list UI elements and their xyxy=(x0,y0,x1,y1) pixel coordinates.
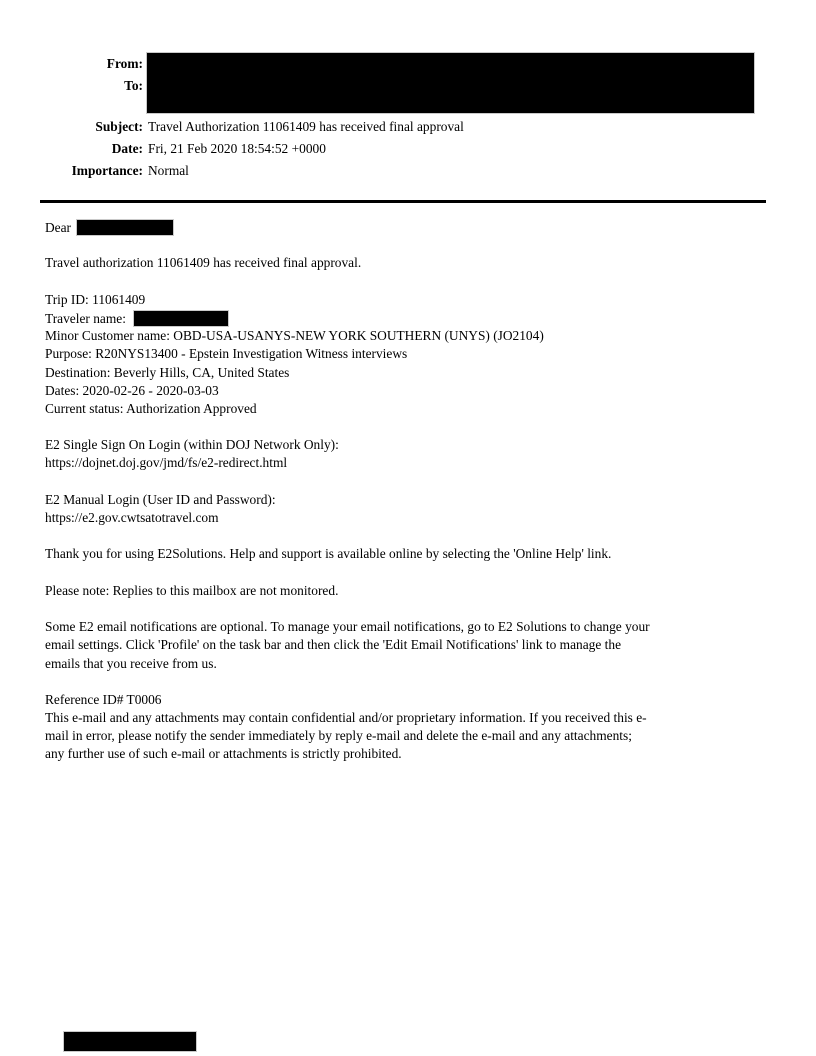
note-line-text: Please note: Replies to this mailbox are not monitored. xyxy=(45,582,339,598)
disclaimer-line-1-text: This e-mail and any attachments may contain confidential and/or proprietary information. If you received this e- xyxy=(45,710,647,726)
thanks-line xyxy=(45,545,785,563)
subject-label: Subject: xyxy=(95,119,143,134)
reference-id-line xyxy=(45,691,785,709)
header-row-date xyxy=(0,140,816,158)
traveler-name-line xyxy=(45,309,785,327)
notifications-line-1-text: Some E2 email notifications are optional. To manage your email notifications, go to E2 Solutions to change your xyxy=(45,619,650,635)
sso-login-url-text[interactable]: https://dojnet.doj.gov/jmd/fs/e2-redirect.html xyxy=(45,455,288,471)
note-line xyxy=(45,582,785,600)
manual-login-url[interactable] xyxy=(45,509,785,527)
minor-customer-line-text: Minor Customer name: OBD-USA-USANYS-NEW YORK SOUTHERN (UNYS) (JO2104) xyxy=(45,328,544,344)
current-status-line xyxy=(45,400,785,418)
current-status-line-text: Current status: Authorization Approved xyxy=(45,400,257,416)
disclaimer-line-2 xyxy=(45,727,785,745)
blank-line xyxy=(45,673,785,691)
header-row-importance xyxy=(0,162,816,180)
trip-id-line xyxy=(45,291,785,309)
blank-line xyxy=(45,273,785,291)
approval-line xyxy=(45,254,785,272)
disclaimer-line-3-text: any further use of such e-mail or attachments is strictly prohibited. xyxy=(45,746,402,762)
sso-login-heading xyxy=(45,436,785,454)
blank-line xyxy=(45,527,785,545)
salutation-redaction-box xyxy=(76,219,174,236)
traveler-name-redaction-box xyxy=(133,310,229,327)
approval-line-text: Travel authorization 11061409 has received final approval. xyxy=(45,255,362,271)
purpose-line-text: Purpose: R20NYS13400 - Epstein Investigation Witness interviews xyxy=(45,346,408,362)
importance-value: Normal xyxy=(148,163,189,178)
subject-value: Travel Authorization 11061409 has received final approval xyxy=(148,119,464,134)
dates-line-text: Dates: 2020-02-26 - 2020-03-03 xyxy=(45,382,219,398)
from-to-redaction-box xyxy=(146,52,755,114)
dates-line xyxy=(45,382,785,400)
salutation-line-text: Dear xyxy=(45,220,72,235)
email-body xyxy=(45,218,785,764)
blank-line xyxy=(45,473,785,491)
purpose-line xyxy=(45,345,785,363)
header-row-subject xyxy=(0,118,816,136)
manual-login-heading xyxy=(45,491,785,509)
thanks-line-text: Thank you for using E2Solutions. Help and support is available online by selecting the 'Online Help' link. xyxy=(45,546,612,562)
from-label: From: xyxy=(106,56,143,71)
notifications-line-3 xyxy=(45,655,785,673)
to-label: To: xyxy=(124,78,143,93)
blank-line xyxy=(45,600,785,618)
importance-label: Importance: xyxy=(71,163,143,178)
sso-login-heading-text: E2 Single Sign On Login (within DOJ Network Only): xyxy=(45,437,339,453)
notifications-line-3-text: emails that you receive from us. xyxy=(45,655,217,671)
disclaimer-line-1 xyxy=(45,709,785,727)
notifications-line-1 xyxy=(45,618,785,636)
traveler-name-line-text: Traveler name: xyxy=(45,310,126,326)
notifications-line-2-text: email settings. Click 'Profile' on the task bar and then click the 'Edit Email Notifications' link to manage the xyxy=(45,637,622,653)
date-label: Date: xyxy=(111,141,143,156)
blank-line xyxy=(45,418,785,436)
disclaimer-line-2-text: mail in error, please notify the sender immediately by reply e-mail and delete the e-mail and any attachments; xyxy=(45,728,632,744)
manual-login-heading-text: E2 Manual Login (User ID and Password): xyxy=(45,491,276,507)
date-value: Fri, 21 Feb 2020 18:54:52 +0000 xyxy=(148,141,326,156)
header-divider-rule xyxy=(40,200,766,203)
salutation-line xyxy=(45,218,785,236)
disclaimer-line-3 xyxy=(45,745,785,763)
sso-login-url[interactable] xyxy=(45,454,785,472)
notifications-line-2 xyxy=(45,636,785,654)
blank-line xyxy=(45,564,785,582)
footer-redaction-box xyxy=(63,1031,197,1052)
trip-id-line-text: Trip ID: 11061409 xyxy=(45,291,146,307)
manual-login-url-text[interactable]: https://e2.gov.cwtsatotravel.com xyxy=(45,510,219,525)
blank-line xyxy=(45,236,785,254)
minor-customer-line xyxy=(45,327,785,345)
destination-line xyxy=(45,364,785,382)
destination-line-text: Destination: Beverly Hills, CA, United States xyxy=(45,364,290,380)
reference-id-line-text: Reference ID# T0006 xyxy=(45,691,162,707)
